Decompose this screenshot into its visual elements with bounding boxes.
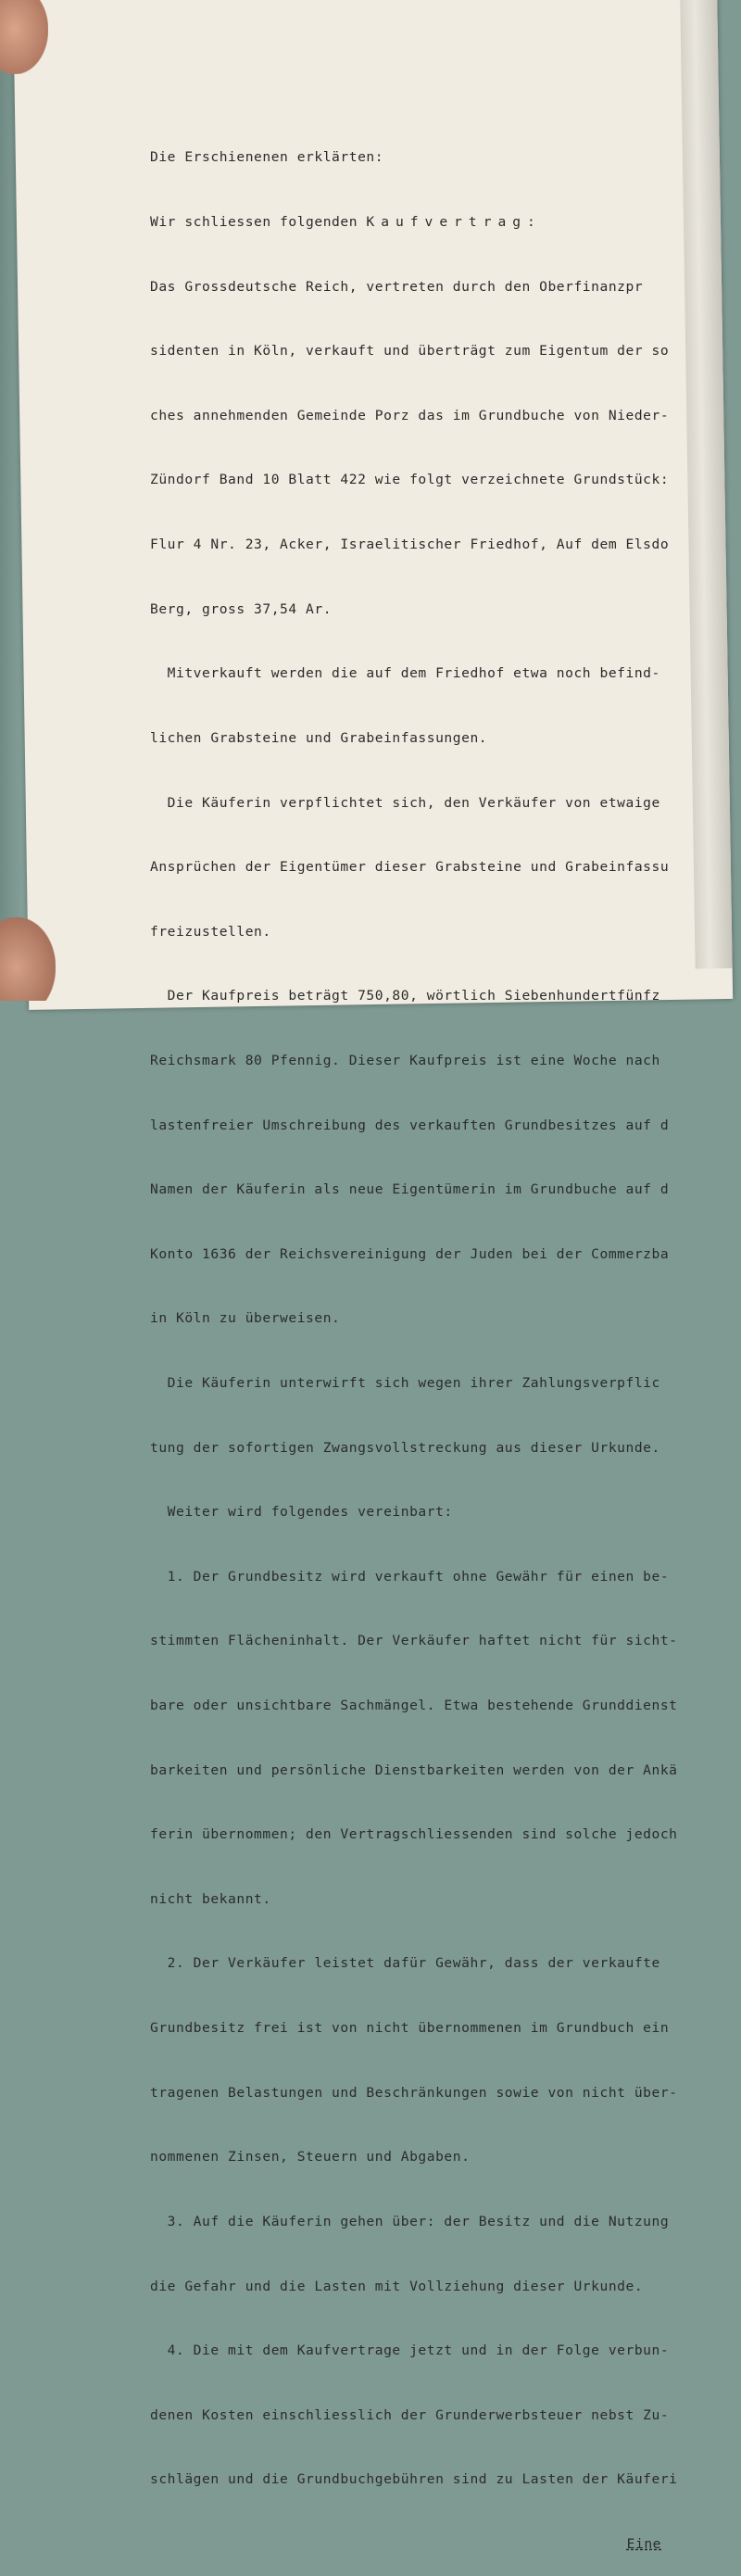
text-line: tragenen Belastungen und Beschränkungen sowie von nicht über-: [150, 2084, 678, 2101]
text-line: 4. Die mit dem Kaufvertrage jetzt und in der Folge verbun-: [150, 2342, 670, 2359]
text-line: bare oder unsichtbare Sachmängel. Etwa bestehende Grunddienst: [150, 1698, 678, 1714]
text-line: lastenfreier Umschreibung des verkauften Grundbesitzes auf d: [150, 1117, 670, 1133]
text-line: 1. Der Grundbesitz wird verkauft ohne Gewähr für einen be-: [150, 1568, 670, 1585]
text-line: nommenen Zinsen, Steuern und Abgaben.: [150, 2149, 471, 2166]
text-line: freizustellen.: [150, 923, 271, 940]
text-line: nicht bekannt.: [150, 1890, 271, 1907]
text-line: lichen Grabsteine und Grabeinfassungen.: [150, 729, 488, 746]
text-line: Der Kaufpreis beträgt 750,80, wörtlich Siebenhundertfünfz: [150, 988, 660, 1004]
text-line: Konto 1636 der Reichsvereinigung der Juden bei der Commerzba: [150, 1245, 670, 1262]
text-line: denen Kosten einschliesslich der Grunderwerbsteuer nebst Zu-: [150, 2406, 670, 2423]
text-line: Die Erschienenen erklärten:: [150, 149, 384, 166]
text-line: Das Grossdeutsche Reich, vertreten durch den Oberfinanzpr: [150, 278, 644, 295]
catchword: Eine: [626, 2535, 661, 2552]
text-line: die Gefahr und die Lasten mit Vollziehung dieser Urkunde.: [150, 2278, 644, 2294]
text-line: Flur 4 Nr. 23, Acker, Israelitischer Friedhof, Auf dem Elsdo: [150, 537, 670, 553]
text-line: Reichsmark 80 Pfennig. Dieser Kaufpreis ist eine Woche nach: [150, 1052, 660, 1068]
finger-bottom-left: [0, 917, 56, 1001]
text-line: Die Käuferin verpflichtet sich, den Verkäufer von etwaige: [150, 794, 660, 811]
text-line: tung der sofortigen Zwangsvollstreckung aus dieser Urkunde.: [150, 1439, 660, 1456]
finger-top-left: [0, 0, 48, 74]
text-line: Wir schliessen folgenden: [150, 214, 367, 231]
text-line: Mitverkauft werden die auf dem Friedhof etwa noch befind-: [150, 665, 660, 682]
contract-title: Kaufvertrag:: [366, 214, 542, 231]
text-line: ches annehmenden Gemeinde Porz das im Grundbuche von Nieder-: [150, 407, 670, 423]
text-line: barkeiten und persönliche Dienstbarkeiten werden von der Ankä: [150, 1762, 678, 1778]
document-text: [150, 104, 715, 2576]
text-line: Die Käuferin unterwirft sich wegen ihrer Zahlungsverpflic: [150, 1374, 660, 1391]
text-line: Grundbesitz frei ist von nicht übernommenen im Grundbuch ein: [150, 2020, 670, 2037]
text-line: ferin übernommen; den Vertragschliessenden sind solche jedoch: [150, 1826, 678, 1843]
text-line: sidenten in Köln, verkauft und überträgt zum Eigentum der so: [150, 343, 670, 360]
text-line: Namen der Käuferin als neue Eigentümerin im Grundbuche auf d: [150, 1181, 670, 1198]
text-line: Berg, gross 37,54 Ar.: [150, 600, 333, 617]
text-line-title: [150, 211, 715, 233]
text-line: Ansprüchen der Eigentümer dieser Grabsteine und Grabeinfassu: [150, 859, 670, 876]
text-line: 2. Der Verkäufer leistet dafür Gewähr, dass der verkaufte: [150, 1955, 660, 1972]
text-line: 3. Auf die Käuferin gehen über: der Besitz und die Nutzung: [150, 2213, 670, 2229]
text-line: Weiter wird folgendes vereinbart:: [150, 1504, 453, 1521]
text-line: Zündorf Band 10 Blatt 422 wie folgt verzeichnete Grundstück:: [150, 472, 670, 488]
text-line: schlägen und die Grundbuchgebühren sind zu Lasten der Käuferi: [150, 2471, 678, 2488]
text-line: in Köln zu überweisen.: [150, 1310, 341, 1327]
text-line: stimmten Flächeninhalt. Der Verkäufer haftet nicht für sicht-: [150, 1633, 678, 1649]
